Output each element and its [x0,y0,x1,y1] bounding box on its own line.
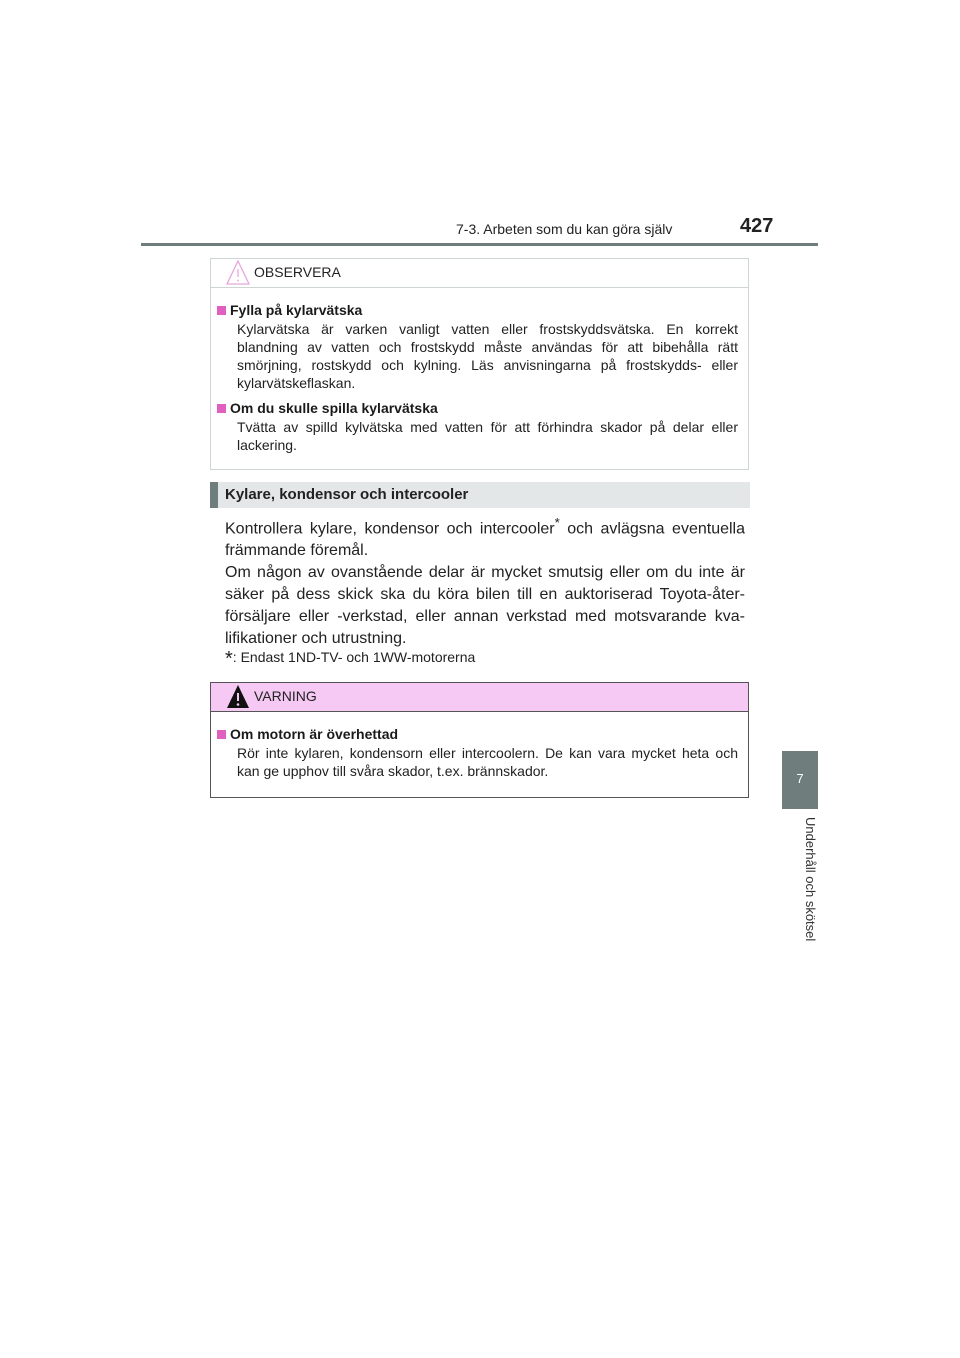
section-heading-text: Kylare, kondensor och intercooler [225,486,469,503]
section-heading-bar [210,482,218,508]
item-heading-text: Fylla på kylarvätska [230,302,363,318]
observera-header [211,259,748,288]
paragraph-1-continuation: och avlägsna eventuella främmande föremål. [225,520,746,560]
observera-item-heading [217,302,738,318]
warning-item-text: Rör inte kylaren, kondensorn eller intercoolern. De kan vara mycket heta och kan ge upphov till svåra skador, t.ex. brännskador. [237,745,738,779]
section-heading [210,482,750,508]
warning-item-heading [217,726,738,742]
square-bullet-icon [217,306,226,315]
page-number: 427 [740,215,774,237]
observera-item-text: Kylarvätska är varken vanligt vatten eller frostskyddsvätska. En korrekt blandning av vatten och frostskydd måste användas för att bibehålla rätt smörjning, rostskydd och kylning. Läs anvisningarna på frostskydds- eller kylarvätskeflaskan. [237,321,738,391]
asterisk-mark: * [554,515,560,530]
footnote [225,648,475,671]
warning-box [210,682,749,798]
warning-body [211,712,748,802]
section-body [225,512,745,650]
warning-header [211,683,748,712]
paragraph-1 [225,512,745,562]
footnote-mark: * [225,648,233,670]
paragraph-1-text: Kontrollera kylare, kondensor och intercooler [225,520,555,538]
header-section-title: 7-3. Arbeten som du kan göra själv [456,221,673,237]
square-bullet-icon [217,404,226,413]
chapter-side-label: Underhåll och skötsel [803,817,818,942]
observera-item-heading [217,400,738,416]
warning-title: VARNING [254,688,317,704]
item-heading-text: Om du skulle spilla kylarvätska [230,400,438,416]
observera-box [210,258,749,470]
paragraph-2: Om någon av ovanstående delar är mycket smutsig eller om du inte är säker på dess skick ska du köra bilen till en auktoriserad Toyota-återförsäljare eller -verkstad, eller annan verkstad med motsvarande kvalifikationer och utrustning. [225,564,745,648]
square-bullet-icon [217,730,226,739]
observera-title: OBSERVERA [254,264,341,280]
item-heading-text: Om motorn är överhettad [230,726,399,742]
header-rule [141,243,818,246]
observera-item-text: Tvätta av spilld kylvätska med vatten för att förhindra skador på delar eller lackering. [237,419,738,453]
footnote-text: : Endast 1ND-TV- och 1WW-motorerna [232,649,476,665]
warning-triangle-icon [225,683,251,711]
caution-triangle-icon [225,259,251,287]
chapter-tab: 7 [782,751,818,809]
observera-body [211,288,748,476]
